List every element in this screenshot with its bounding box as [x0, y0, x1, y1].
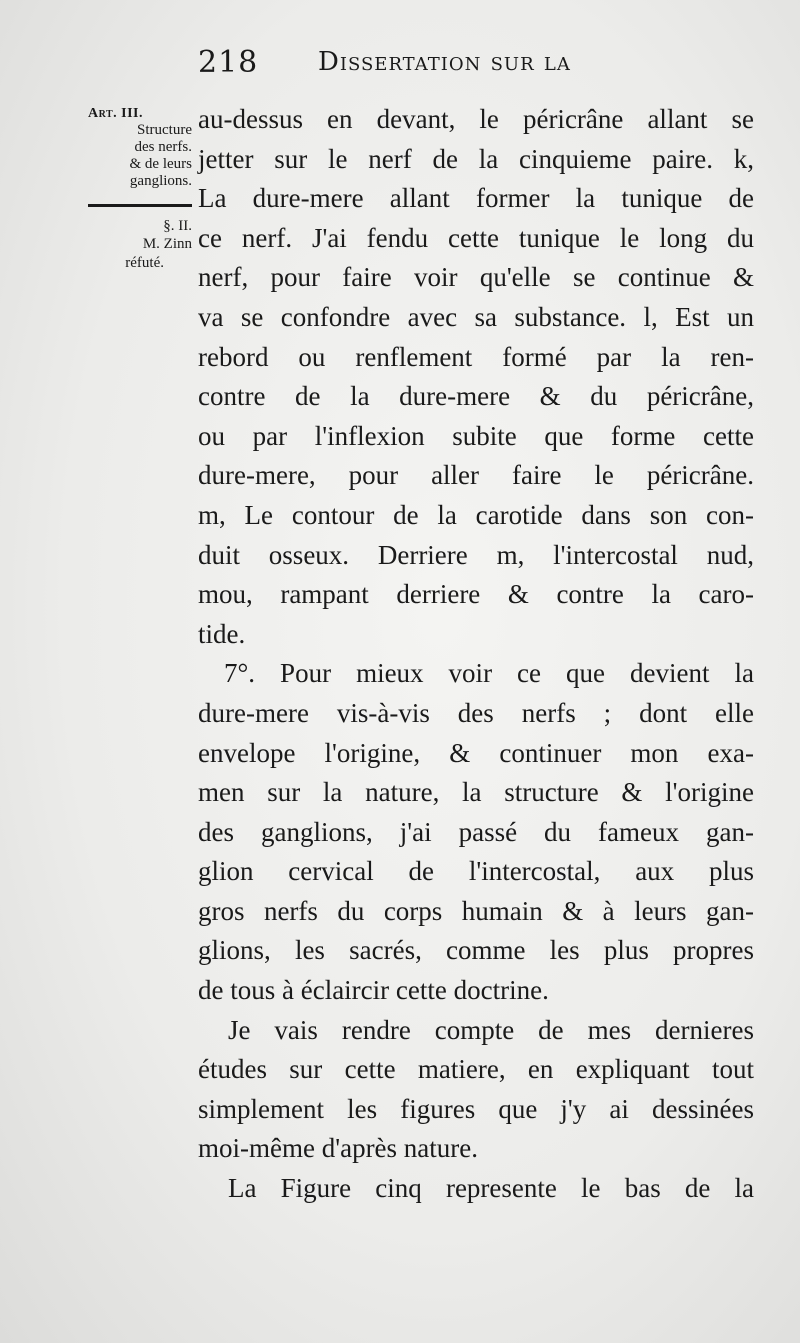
text-line: duit osseux. Derriere m, l'intercostal nud, — [198, 539, 754, 570]
margin-structure-line: & de leurs — [129, 156, 192, 172]
page-number: 218 — [198, 45, 259, 80]
body-text — [198, 100, 754, 1209]
text-line: jetter sur le nerf de la cinquieme paire. k, — [198, 143, 754, 174]
margin-rule — [88, 204, 192, 207]
text-line: des ganglions, j'ai passé du fameux gan- — [198, 816, 754, 847]
paragraph-2 — [198, 654, 754, 1010]
text-line: nerf, pour faire voir qu'elle se continue & — [198, 262, 754, 293]
text-line: études sur cette matiere, en expliquant tout — [198, 1054, 754, 1085]
margin-article: Art. III. — [88, 106, 143, 121]
paragraph-4 — [198, 1169, 754, 1209]
text-line: La dure-mere allant former la tunique de — [198, 183, 754, 214]
text-line: dure-mere, pour aller faire le péricrâne. — [198, 460, 754, 491]
text-line: La Figure cinq represente le bas de la — [228, 1173, 754, 1204]
text-line: rebord ou renflement formé par la ren- — [198, 341, 754, 372]
text-line: dure-mere vis-à-vis des nerfs ; dont elle — [198, 697, 754, 728]
margin-notes — [88, 106, 198, 272]
margin-structure-line: ganglions. — [129, 173, 192, 189]
margin-author: M. Zinn — [142, 236, 192, 252]
margin-refuted: réfuté. — [125, 255, 164, 271]
text-line: m, Le contour de la carotide dans son con- — [198, 499, 754, 530]
running-title: Dissertation sur la — [318, 47, 571, 77]
text-line: gros nerfs du corps humain & à leurs gan- — [198, 895, 754, 926]
page-header — [0, 45, 800, 85]
text-line: contre de la dure-mere & du péricrâne, — [198, 381, 754, 412]
text-line: ou par l'inflexion subite que forme cette — [198, 420, 754, 451]
text-line: simplement les figures que j'y ai dessinées — [198, 1093, 754, 1124]
text-line: ce nerf. J'ai fendu cette tunique le long du — [198, 222, 754, 253]
text-line: moi-même d'après nature. — [198, 1133, 479, 1164]
text-line: mou, rampant derriere & contre la caro- — [198, 579, 754, 610]
text-line: glion cervical de l'intercostal, aux plus — [198, 856, 754, 887]
paragraph-3 — [198, 1011, 754, 1169]
text-line: 7°. Pour mieux voir ce que devient la — [224, 658, 754, 689]
text-line: de tous à éclaircir cette doctrine. — [198, 975, 549, 1006]
text-line: au-dessus en devant, le péricrâne allant se — [198, 104, 754, 134]
text-line: tide. — [198, 618, 246, 649]
text-line: men sur la nature, la structure & l'origine — [198, 777, 754, 808]
margin-section: §. II. — [163, 218, 192, 234]
text-line: glions, les sacrés, comme les plus propres — [198, 935, 754, 966]
text-line: Je vais rendre compte de mes dernieres — [228, 1014, 754, 1045]
text-line: envelope l'origine, & continuer mon exa- — [198, 737, 754, 768]
margin-structure-line: Structure — [137, 122, 192, 138]
text-line: va se confondre avec sa substance. l, Est un — [198, 301, 754, 332]
paragraph-1 — [198, 100, 754, 654]
margin-structure-line: des nerfs. — [134, 139, 192, 155]
